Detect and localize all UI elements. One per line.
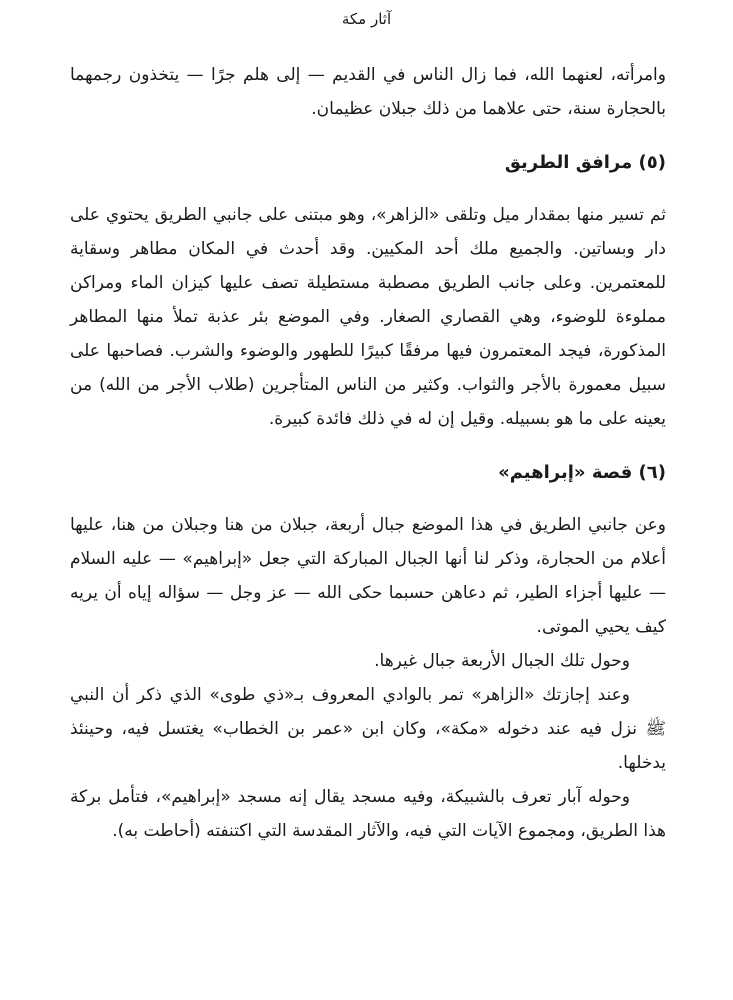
section-5-paragraph: ثم تسير منها بمقدار ميل وتلقى «الزاهر»، وهو مبتنى على جانبي الطريق يحتوي على دار وبساتين. والجميع ملك أحد المكيين. وقد أحدث في المكان مطاهر وسقاية للمعتمرين. وعلى جانب الطريق مصطبة مستطيلة تصف عليها كيزان الماء ومراكن مملوءة للوضوء، وهي القصاري الصغار. وفي الموضع بئر عذبة تملأ منها المطاهر المذكورة، فيجد المعتمرون فيها مرفقًا كبيرًا للطهور والوضوء والشرب. فصاحبها على سبيل معمورة بالأجر والثواب. وكثير من الناس المتأجرين (طلاب الأجر من الله) من يعينه على ما هو بسبيله. وقيل إن له في ذلك فائدة كبيرة. [70, 205, 666, 429]
section-6-paragraph-3: وعند إجازتك «الزاهر» تمر بالوادي المعروف بـ«ذي طوى» الذي ذكر أن النبي ﷺ نزل فيه عند دخوله «مكة»، وكان ابن «عمر بن الخطاب» يغتسل فيه، وحينئذ يدخلها. [70, 685, 666, 773]
running-header: آثار مكة [341, 10, 392, 28]
section-5-heading: (٥) مرافق الطريق [504, 152, 666, 173]
opening-paragraph: وامرأته، لعنهما الله، فما زال الناس في القديم — إلى هلم جرًا — يتخذون رجمهما بالحجارة سنة، حتى علاهما من ذلك جبلان عظيمان. [70, 65, 666, 119]
section-6-paragraph-2: وحول تلك الجبال الأربعة جبال غيرها. [374, 651, 630, 671]
section-6-paragraph-1: وعن جانبي الطريق في هذا الموضع جبال أربعة، جبلان من هنا وجبلان من هنا، عليها أعلام من الحجارة، وذكر لنا أنها الجبال المباركة التي جعل «إبراهيم» — عليه السلام — عليها أجزاء الطير، ثم دعاهن حسبما حكى الله — عز وجل — سؤاله إياه أن يريه كيف يحيي الموتى. [70, 515, 666, 637]
page-body [70, 58, 666, 848]
section-6-heading: (٦) قصة «إبراهيم» [498, 462, 666, 483]
section-6-paragraph-4: وحوله آبار تعرف بالشبيكة، وفيه مسجد يقال إنه مسجد «إبراهيم»، فتأمل بركة هذا الطريق، ومجموع الآيات التي فيه، والآثار المقدسة التي اكتنفته (أحاطت به). [70, 787, 666, 841]
